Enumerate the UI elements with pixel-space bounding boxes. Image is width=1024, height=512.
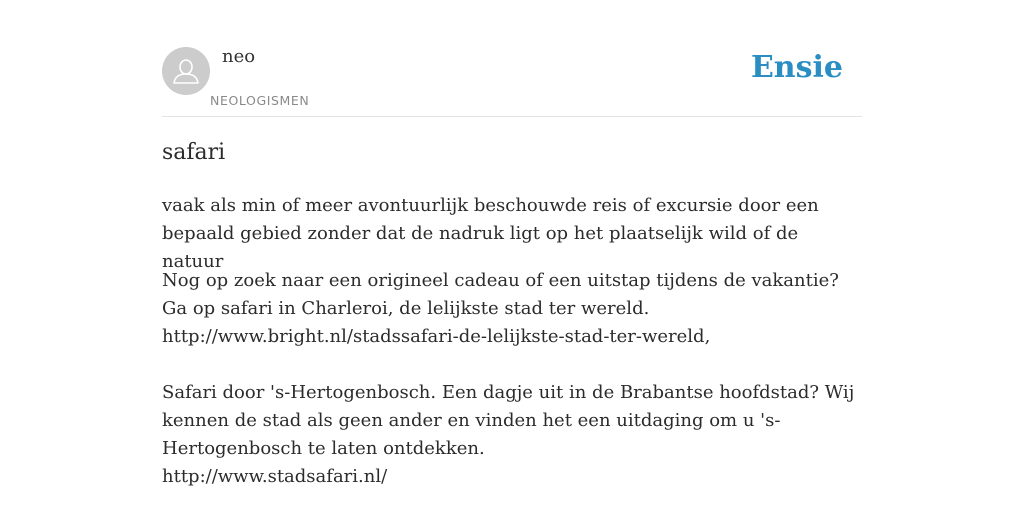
entry-definition: vaak als min of meer avontuurlijk beschouwde reis of excursie door een bepaald gebied zonder dat de nadruk ligt op het plaatselijk wild of de natuur: [162, 195, 819, 272]
entry-examples: [162, 267, 862, 491]
category-label[interactable]: NEOLOGISMEN: [210, 93, 310, 108]
example-text: Safari door 's-Hertogenbosch. Een dagje uit in de Brabantse hoofdstad? Wij kennen de stad als geen ander en vinden het een uitdaging om u 's-Hertogenbosch te laten ontdekken.: [162, 382, 855, 459]
author-name[interactable]: neo: [222, 46, 256, 67]
entry-title: safari: [162, 140, 226, 165]
entry-card: [162, 0, 862, 487]
example-link[interactable]: http://www.stadsafari.nl/: [162, 466, 388, 487]
example-text: Nog op zoek naar een origineel cadeau of een uitstap tijdens de vakantie? Ga op safari in Charleroi, de lelijkste stad ter wereld.: [162, 270, 839, 319]
example-link[interactable]: http://www.bright.nl/stadssafari-de-lelijkste-stad-ter-wereld,: [162, 326, 711, 347]
ensie-logo[interactable]: Ensie: [750, 50, 843, 85]
user-silhouette-icon: [162, 47, 210, 95]
avatar[interactable]: [162, 47, 210, 95]
entry-header: [162, 0, 862, 117]
